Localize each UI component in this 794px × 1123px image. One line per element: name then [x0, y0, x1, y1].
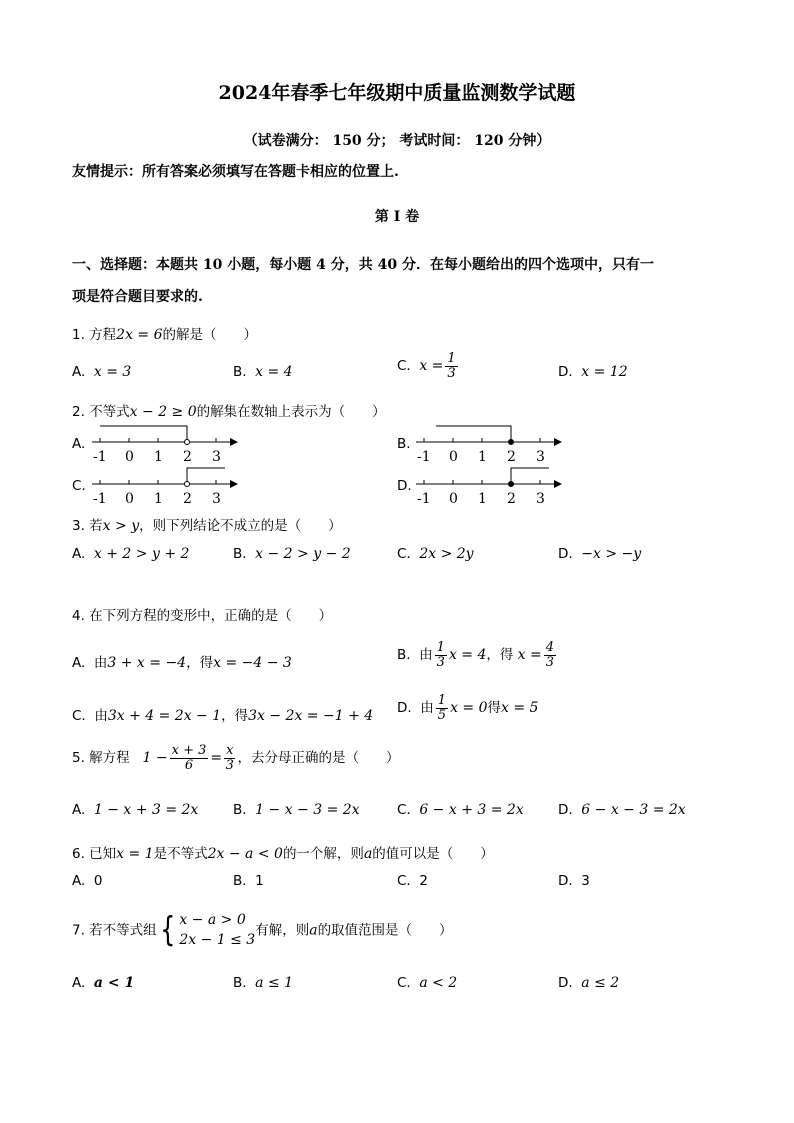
q3-option-b: B. x − 2 > y − 2 [233, 546, 351, 562]
tip: 友情提示：所有答案必须填写在答题卡相应的位置上. [72, 164, 399, 180]
svg-text:2: 2 [507, 491, 516, 506]
svg-text:2: 2 [183, 449, 192, 464]
q5-option-d: D. 6 − x − 3 = 2x [558, 802, 686, 818]
q3-option-c: C. 2x > 2y [397, 546, 474, 562]
q1-option-c: C. x = $\frac{1}{3}$ [397, 351, 456, 381]
q1-stem: 1. 方程 [72, 327, 117, 343]
svg-text:2: 2 [183, 491, 192, 506]
svg-text:-1: -1 [93, 491, 107, 506]
svg-text:0: 0 [125, 449, 134, 464]
q6-option-a: A. 0 [72, 873, 103, 889]
q1-stem-end: 的解是（ ） [162, 327, 258, 343]
q4-option-d: D. 由 $\frac{1}{5}$ x = 0得x = 5 [397, 693, 539, 723]
q6-option-d: D. 3 [558, 873, 590, 889]
svg-text:3: 3 [536, 491, 545, 506]
question-4: 4. 在下列方程的变形中，正确的是（ ） [72, 608, 333, 624]
svg-text:3: 3 [212, 449, 221, 464]
svg-text:3: 3 [536, 449, 545, 464]
page-title: 2024年春季七年级期中质量监测数学试题 [218, 82, 576, 104]
svg-text:1: 1 [478, 449, 487, 464]
svg-text:-1: -1 [417, 491, 431, 506]
question-7: 7. 若不等式组{ x − a > 0 2x − 1 ≤ 3 有解，则a的取值范围是（ ） [72, 910, 453, 951]
q6-option-b: B. 1 [233, 873, 264, 889]
q2-number-line-d [412, 464, 562, 506]
svg-text:1: 1 [478, 491, 487, 506]
q2-option-c-label: C. [72, 478, 86, 494]
svg-text:0: 0 [449, 491, 458, 506]
q4-option-c: C. 由3x + 4 = 2x − 1，得3x − 2x = −1 + 4 [72, 708, 374, 724]
question-1 [72, 323, 257, 343]
q3-option-a: A. x + 2 > y + 2 [72, 546, 190, 562]
q1-option-a: A. x = 3 [72, 364, 132, 380]
question-5: 5. 解方程 1 − $\frac{x + 3}{6}$ = $\frac{x}{3}$ ，去分母正确的是（ ） [72, 743, 400, 773]
q2-option-a-label: A. [72, 436, 86, 452]
q2-number-line-c [88, 464, 238, 506]
svg-text:-1: -1 [417, 449, 431, 464]
q7-option-a: A. a < 1 [72, 975, 135, 991]
q7-option-c: C. a < 2 [397, 975, 458, 991]
question-2: 2. 不等式x − 2 ≥ 0的解集在数轴上表示为（ ） [72, 404, 386, 420]
question-6: 6. 已知x = 1是不等式2x − a < 0的一个解，则a的值可以是（ ） [72, 846, 494, 862]
volume-heading: 第 I 卷 [374, 209, 420, 225]
q7-option-b: B. a ≤ 1 [233, 975, 294, 991]
q5-option-c: C. 6 − x + 3 = 2x [397, 802, 524, 818]
q2-option-d-label: D. [397, 478, 412, 494]
q4-option-b: B. 由 $\frac{1}{3}$ x = 4，得 x = $\frac{4}{3}$ [397, 640, 555, 670]
svg-text:-1: -1 [93, 449, 107, 464]
q5-option-b: B. 1 − x − 3 = 2x [233, 802, 360, 818]
q2-number-line-b [412, 422, 562, 464]
section-heading: 一、选择题：本题共 10 小题，每小题 4 分，共 40 分．在每小题给出的四个选项中，只有一 [72, 257, 654, 273]
q1-equation: 2x = 6 [116, 327, 163, 343]
q2-number-line-a [88, 422, 238, 464]
svg-text:0: 0 [449, 449, 458, 464]
q4-option-a: A. 由3 + x = −4，得x = −4 − 3 [72, 655, 292, 671]
svg-text:3: 3 [212, 491, 221, 506]
svg-text:0: 0 [125, 491, 134, 506]
q7-option-d: D. a ≤ 2 [558, 975, 620, 991]
q2-option-b-label: B. [397, 436, 411, 452]
svg-text:1: 1 [154, 449, 163, 464]
svg-text:1: 1 [154, 491, 163, 506]
q1-option-d: D. x = 12 [558, 364, 628, 380]
exam-info: （试卷满分： 150 分； 考试时间： 120 分钟） [243, 133, 551, 149]
q1-option-b: B. x = 4 [233, 364, 293, 380]
q5-option-a: A. 1 − x + 3 = 2x [72, 802, 199, 818]
question-3: 3. 若x > y，则下列结论不成立的是（ ） [72, 518, 342, 534]
q3-option-d: D. −x > −y [558, 546, 642, 562]
svg-text:2: 2 [507, 449, 516, 464]
section-heading-cont: 项是符合题目要求的. [72, 289, 203, 305]
q6-option-c: C. 2 [397, 873, 428, 889]
